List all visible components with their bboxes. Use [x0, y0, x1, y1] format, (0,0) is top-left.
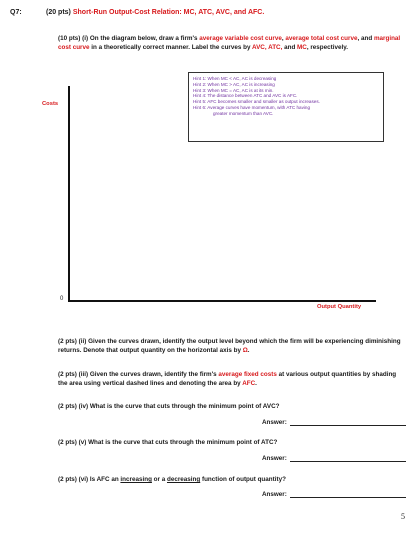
hint-3: Hint 3: When MC = AC, AC is at its min. [193, 87, 274, 93]
omega-symbol: Ω [242, 347, 248, 355]
part-1-t5: , and [357, 35, 373, 42]
hint-1: Hint 1: When MC < AC, AC is decreasing [193, 76, 277, 81]
part-1-mc-label: MC [297, 44, 307, 52]
part-1-atc-term: average total cost curve [285, 35, 358, 42]
answer-4 [262, 418, 406, 426]
option-increasing: increasing [120, 476, 152, 483]
part-3-points: (2 pts) [58, 371, 77, 378]
part-1-text [58, 34, 406, 52]
part-1-t7: in a theoretically correct manner. Label the curves by [91, 44, 251, 52]
part-1-number: (i) [82, 35, 89, 42]
part-3-text [58, 370, 406, 388]
part-4-question: What is the curve that cuts through the minimum point of AVC? [89, 403, 280, 410]
question-topic: Short-Run Output-Cost Relation: MC, ATC, AVC, and AFC. [72, 9, 265, 16]
part-6-t1: Is AFC an [89, 476, 119, 483]
answer-6 [262, 490, 406, 498]
answer-6-label: Answer: [262, 491, 287, 498]
option-decreasing: decreasing [166, 476, 201, 483]
part-6-t3: or a [153, 476, 166, 483]
part-2-text [58, 337, 406, 355]
part-6-t5: function of output quantity? [201, 476, 286, 483]
part-5-question: What is the curve that cuts through the minimum point of ATC? [88, 439, 278, 446]
part-4-text [58, 402, 406, 411]
part-1-labels: AVC, ATC, [252, 44, 283, 52]
hint-5: Hint 5: AFC becomes smaller and smaller as output increases. [193, 99, 320, 105]
part-3-number: (iii) [78, 371, 89, 378]
part-5-points: (2 pts) [58, 439, 77, 446]
part-1-avc-term: average variable cost curve [199, 35, 282, 42]
answer-4-field[interactable] [290, 418, 406, 426]
hint-4: Hint 4: The distance between ATC and AVC is AFC. [193, 93, 298, 99]
answer-5-label: Answer: [262, 455, 287, 462]
question-points: (20 pts) [46, 9, 71, 16]
x-axis [68, 300, 376, 302]
part-5-text [58, 438, 406, 447]
part-3-t3: at various output quantities by shading the area using vertical dashed lines and denoting the area by [58, 371, 397, 388]
hint-6: Hint 6: Average curves have momentum, with ATC having [193, 104, 311, 110]
part-6-points: (2 pts) [58, 476, 77, 483]
part-3-afc-label: AFC [242, 380, 256, 388]
page-number: 5 [401, 512, 405, 521]
hint-2: Hint 2: When MC > AC, AC is increasing [193, 81, 275, 87]
answer-6-field[interactable] [290, 490, 406, 498]
part-3-t1: Given the curves drawn, identify the firm's [89, 371, 217, 378]
part-4-number: (iv) [78, 403, 89, 410]
part-2-points: (2 pts) [58, 338, 77, 345]
part-2-number: (ii) [78, 338, 87, 345]
part-1-t9: and [284, 44, 296, 52]
answer-4-label: Answer: [262, 419, 287, 426]
question-title [46, 9, 264, 16]
hint-box [188, 72, 384, 142]
part-3-afc-term: average fixed costs [218, 371, 277, 378]
x-axis-label: Output Quantity [317, 304, 362, 310]
part-2-end: . [247, 347, 250, 355]
part-4-points: (2 pts) [58, 403, 77, 410]
origin-label: 0 [60, 296, 64, 302]
part-6-text [58, 475, 406, 484]
part-5-number: (v) [78, 439, 87, 446]
part-1-mc-term: marginal cost curve [58, 35, 401, 52]
y-axis-label: Costs [42, 101, 59, 107]
hint-6-continued: greater momentum than AVC. [213, 110, 274, 116]
part-6-number: (vi) [78, 476, 89, 483]
answer-5-field[interactable] [290, 454, 406, 462]
part-2-question: Given the curves drawn, identify the output level beyond which the firm will be experiencing diminishing returns. Denote that output quantity on the horizontal axis by [58, 338, 401, 355]
part-1-points: (10 pts) [58, 35, 81, 42]
part-1-t11: , respectively. [306, 44, 349, 52]
question-number: Q7: [10, 9, 22, 16]
part-1-t1: On the diagram below, draw a firm's [89, 35, 198, 42]
part-3-end: . [255, 380, 257, 388]
answer-5 [262, 454, 406, 462]
part-1-t3: , [281, 35, 284, 42]
y-axis [68, 86, 70, 301]
